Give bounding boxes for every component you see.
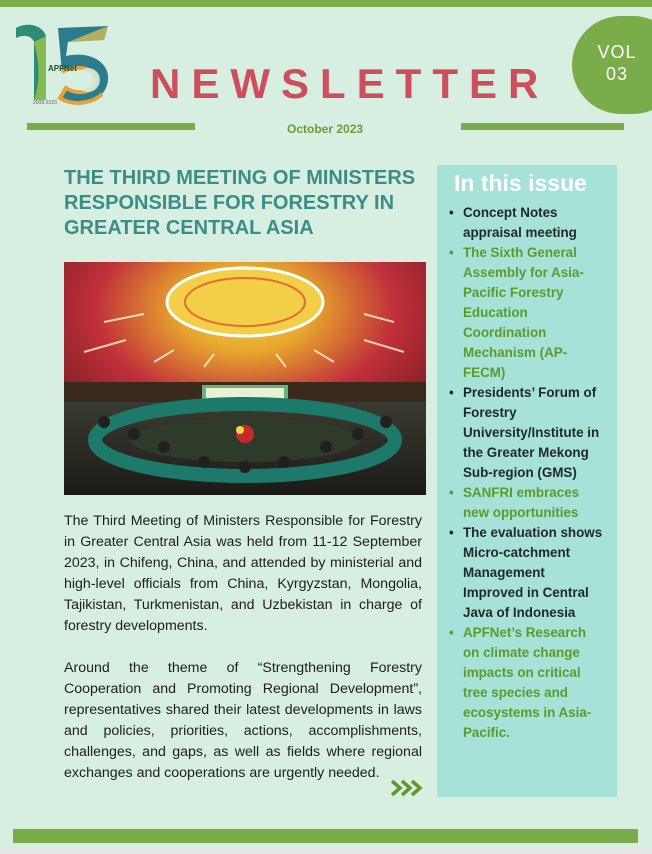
issue-item-sanfri[interactable]: • SANFRI embraces new opportunities (449, 485, 580, 520)
in-this-issue-panel (437, 165, 617, 797)
meeting-photo (64, 262, 426, 495)
header-rule-right (461, 123, 624, 130)
issue-list (437, 203, 617, 743)
article-headline: THE THIRD MEETING OF MINISTERS RESPONSIBLE FOR FORESTRY IN GREATER CENTRAL ASIA (64, 167, 416, 239)
newsletter-title: NEWSLETTER (150, 60, 550, 107)
article-body (64, 511, 422, 805)
volume-label: VOL (597, 42, 637, 62)
top-accent-bar (0, 0, 652, 7)
issue-item-ap-fecm[interactable]: • The Sixth General Assembly for Asia-Pacific Forestry Education Coordination Mechanism (AP-FECM) (449, 245, 584, 380)
bottom-accent-bar (13, 829, 638, 843)
issue-date: October 2023 (287, 122, 364, 136)
article-paragraph-1: The Third Meeting of Ministers Responsible for Forestry in Greater Central Asia was held from 11-12 September 2023, in Chifeng, China, and attended by ministerial and high-level officials from China, Kyrgyzstan, Mongolia, Tajikistan, Turkmenistan, and Uzbekistan in charge of forestry developments. (64, 513, 422, 634)
article-paragraph-2: Around the theme of “Strengthening Forestry Cooperation and Promoting Regional Development”, representatives shared their latest developments in laws and policies, priorities, actions, accomplishments, challenges, and gaps, as well as fields where regional exchanges and cooperations are urgently needed. (64, 660, 422, 781)
logo-year: 2008-2023 (33, 100, 57, 106)
issue-item-climate-research[interactable]: • APFNet’s Research on climate change impacts on critical tree species and ecosystems in Asia-Pacific. (449, 625, 592, 740)
in-this-issue-title: In this issue (454, 170, 587, 196)
issue-item-presidents-forum[interactable]: • Presidents’ Forum of Forestry University/Institute in the Greater Mekong Sub-region (GMS) (449, 385, 600, 480)
volume-badge (572, 16, 652, 114)
footer-strip (0, 847, 652, 854)
continue-arrows-icon[interactable] (390, 778, 426, 798)
issue-item-evaluation[interactable]: • The evaluation shows Micro-catchment Management Improved in Central Java of Indonesia (449, 525, 603, 620)
volume-number: 03 (605, 64, 629, 84)
issue-item-concept-notes[interactable]: • Concept Notes appraisal meeting (449, 205, 577, 240)
logo-text: APFNet (48, 64, 77, 73)
header-rule-left (27, 123, 195, 130)
